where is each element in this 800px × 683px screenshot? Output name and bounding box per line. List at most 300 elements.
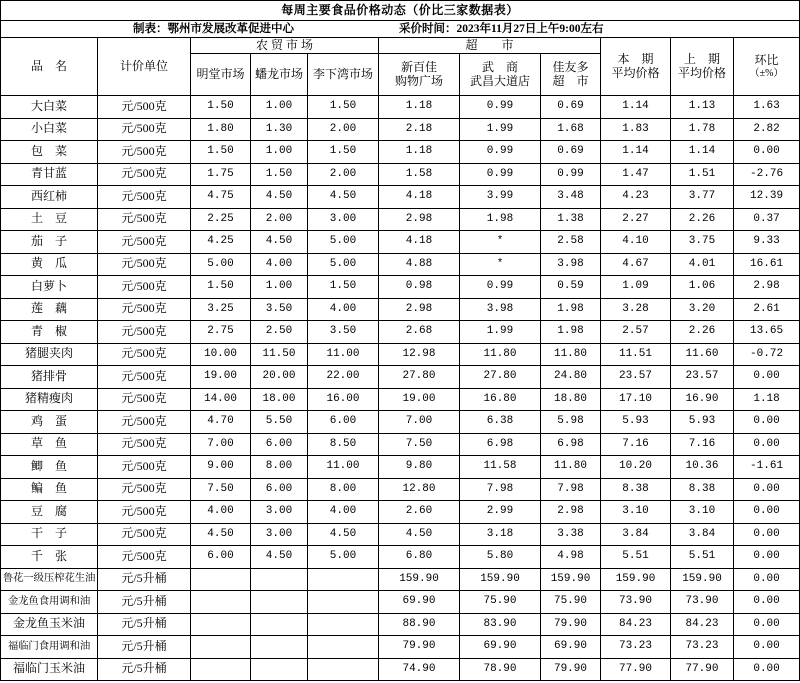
price-lixiawan-cell: 22.00 <box>308 366 379 389</box>
price-xinbaijia-cell: 1.18 <box>379 96 460 119</box>
price-wushang-cell: 1.99 <box>460 118 541 141</box>
price-lixiawan-cell <box>308 658 379 681</box>
price-panlong-cell: 11.50 <box>251 343 308 366</box>
header-previous-average-line2: 平均价格 <box>677 65 726 80</box>
price-jiayouduo-cell: 79.90 <box>541 613 601 636</box>
price-jiayouduo-cell: 79.90 <box>541 658 601 681</box>
price-xinbaijia-cell: 7.50 <box>379 433 460 456</box>
price-xinbaijia-cell: 4.18 <box>379 186 460 209</box>
table-row <box>1 456 800 479</box>
price-wushang-cell: 3.18 <box>460 523 541 546</box>
unit-cell: 元/500克 <box>98 276 191 299</box>
price-lixiawan-cell: 3.50 <box>308 321 379 344</box>
price-panlong-cell: 6.00 <box>251 433 308 456</box>
unit-cell: 元/500克 <box>98 433 191 456</box>
price-jiayouduo-cell: 0.59 <box>541 276 601 299</box>
previous-average-cell: 5.51 <box>671 546 734 569</box>
unit-cell: 元/5升桶 <box>98 591 191 614</box>
table-row <box>1 208 800 231</box>
price-mingtang-cell: 14.00 <box>191 388 251 411</box>
price-panlong-cell: 2.50 <box>251 321 308 344</box>
price-panlong-cell: 1.00 <box>251 276 308 299</box>
product-name-cell: 鳊 鱼 <box>1 478 98 501</box>
price-jiayouduo-cell: 4.98 <box>541 546 601 569</box>
unit-cell: 元/500克 <box>98 208 191 231</box>
price-lixiawan-cell: 5.00 <box>308 253 379 276</box>
previous-average-cell: 3.10 <box>671 501 734 524</box>
price-wushang-cell: 6.38 <box>460 411 541 434</box>
price-lixiawan-cell <box>308 568 379 591</box>
price-wushang-cell: 11.58 <box>460 456 541 479</box>
price-jiayouduo-cell: 69.90 <box>541 636 601 659</box>
price-wushang-cell: 16.80 <box>460 388 541 411</box>
price-mingtang-cell: 2.75 <box>191 321 251 344</box>
unit-cell: 元/500克 <box>98 478 191 501</box>
table-row <box>1 163 800 186</box>
product-name-cell: 鸡 蛋 <box>1 411 98 434</box>
price-lixiawan-cell: 5.00 <box>308 546 379 569</box>
product-name-cell: 猪精瘦肉 <box>1 388 98 411</box>
product-name-cell: 黄 瓜 <box>1 253 98 276</box>
price-mingtang-cell: 19.00 <box>191 366 251 389</box>
change-percent-cell: 9.33 <box>734 231 800 254</box>
table-row <box>1 141 800 164</box>
price-lixiawan-cell: 4.00 <box>308 298 379 321</box>
price-wushang-cell: 7.98 <box>460 478 541 501</box>
price-lixiawan-cell <box>308 613 379 636</box>
table-row <box>1 321 800 344</box>
price-mingtang-cell: 7.00 <box>191 433 251 456</box>
price-xinbaijia-cell: 69.90 <box>379 591 460 614</box>
product-name-cell: 猪腿夹肉 <box>1 343 98 366</box>
price-mingtang-cell: 10.00 <box>191 343 251 366</box>
price-xinbaijia-cell: 2.98 <box>379 208 460 231</box>
price-jiayouduo-cell: 18.80 <box>541 388 601 411</box>
unit-cell: 元/500克 <box>98 366 191 389</box>
product-name-cell: 大白菜 <box>1 96 98 119</box>
unit-cell: 元/500克 <box>98 411 191 434</box>
previous-average-cell: 3.75 <box>671 231 734 254</box>
collection-time-label: 采价时间：2023年11月27日上午9:00左右 <box>399 23 604 35</box>
previous-average-cell: 3.84 <box>671 523 734 546</box>
product-name-cell: 草 鱼 <box>1 433 98 456</box>
price-mingtang-cell: 4.25 <box>191 231 251 254</box>
header-wushang-supermarket <box>460 54 541 96</box>
price-xinbaijia-cell: 2.18 <box>379 118 460 141</box>
change-percent-cell: 0.00 <box>734 568 800 591</box>
price-mingtang-cell: 9.00 <box>191 456 251 479</box>
price-xinbaijia-cell: 1.58 <box>379 163 460 186</box>
product-name-cell: 金龙鱼食用调和油 <box>1 591 98 614</box>
current-average-cell: 3.10 <box>601 501 671 524</box>
price-mingtang-cell: 3.25 <box>191 298 251 321</box>
table-row <box>1 118 800 141</box>
price-lixiawan-cell: 6.00 <box>308 411 379 434</box>
price-wushang-cell: 0.99 <box>460 163 541 186</box>
table-row <box>1 253 800 276</box>
price-xinbaijia-cell: 2.98 <box>379 298 460 321</box>
header-change-line2: （±%） <box>749 67 784 79</box>
change-percent-cell: 0.00 <box>734 546 800 569</box>
price-jiayouduo-cell: 159.90 <box>541 568 601 591</box>
current-average-cell: 23.57 <box>601 366 671 389</box>
price-wushang-cell: 0.99 <box>460 96 541 119</box>
price-wushang-cell: * <box>460 231 541 254</box>
price-mingtang-cell: 4.50 <box>191 523 251 546</box>
header-current-average-line1: 本 期 <box>617 51 654 66</box>
change-percent-cell: -1.61 <box>734 456 800 479</box>
header-xinbaijia-supermarket <box>379 54 460 96</box>
price-jiayouduo-cell: 2.98 <box>541 501 601 524</box>
price-mingtang-cell: 1.80 <box>191 118 251 141</box>
price-jiayouduo-cell: 0.69 <box>541 96 601 119</box>
unit-cell: 元/5升桶 <box>98 568 191 591</box>
price-mingtang-cell: 2.25 <box>191 208 251 231</box>
price-wushang-cell: 0.99 <box>460 141 541 164</box>
price-xinbaijia-cell: 2.60 <box>379 501 460 524</box>
current-average-cell: 4.10 <box>601 231 671 254</box>
price-mingtang-cell <box>191 658 251 681</box>
product-name-cell: 福临门食用调和油 <box>1 636 98 659</box>
price-mingtang-cell: 1.50 <box>191 96 251 119</box>
unit-cell: 元/5升桶 <box>98 613 191 636</box>
price-lixiawan-cell: 11.00 <box>308 343 379 366</box>
header-change <box>734 38 800 96</box>
change-percent-cell: 1.63 <box>734 96 800 119</box>
previous-average-cell: 4.01 <box>671 253 734 276</box>
change-percent-cell: 0.00 <box>734 613 800 636</box>
price-xinbaijia-cell: 88.90 <box>379 613 460 636</box>
price-jiayouduo-cell: 1.98 <box>541 298 601 321</box>
price-lixiawan-cell: 8.00 <box>308 478 379 501</box>
meta-row <box>1 21 800 38</box>
previous-average-cell: 73.23 <box>671 636 734 659</box>
price-lixiawan-cell: 1.50 <box>308 276 379 299</box>
price-lixiawan-cell: 16.00 <box>308 388 379 411</box>
price-lixiawan-cell: 8.50 <box>308 433 379 456</box>
header-farmers-market-group: 农 贸 市 场 <box>191 38 379 54</box>
price-mingtang-cell: 6.00 <box>191 546 251 569</box>
price-wushang-cell: 6.98 <box>460 433 541 456</box>
table-row <box>1 433 800 456</box>
table-row <box>1 343 800 366</box>
current-average-cell: 3.28 <box>601 298 671 321</box>
price-wushang-cell: 2.99 <box>460 501 541 524</box>
product-name-cell: 西红柿 <box>1 186 98 209</box>
price-panlong-cell <box>251 636 308 659</box>
price-wushang-cell: 1.98 <box>460 208 541 231</box>
price-panlong-cell: 4.50 <box>251 231 308 254</box>
price-jiayouduo-cell: 0.69 <box>541 141 601 164</box>
previous-average-cell: 77.90 <box>671 658 734 681</box>
price-mingtang-cell: 1.50 <box>191 141 251 164</box>
previous-average-cell: 159.90 <box>671 568 734 591</box>
change-percent-cell: 0.00 <box>734 366 800 389</box>
header-previous-average <box>671 38 734 96</box>
current-average-cell: 17.10 <box>601 388 671 411</box>
header-wushang-line1: 武 商 <box>481 59 518 74</box>
header-current-average-line2: 平均价格 <box>611 65 660 80</box>
change-percent-cell: 0.00 <box>734 636 800 659</box>
current-average-cell: 8.38 <box>601 478 671 501</box>
previous-average-cell: 3.20 <box>671 298 734 321</box>
change-percent-cell: -2.76 <box>734 163 800 186</box>
price-jiayouduo-cell: 2.58 <box>541 231 601 254</box>
price-panlong-cell: 3.50 <box>251 298 308 321</box>
current-average-cell: 5.93 <box>601 411 671 434</box>
unit-cell: 元/500克 <box>98 96 191 119</box>
price-jiayouduo-cell: 24.80 <box>541 366 601 389</box>
price-panlong-cell: 1.30 <box>251 118 308 141</box>
header-row-top <box>1 38 800 54</box>
header-unit: 计价单位 <box>98 38 191 96</box>
current-average-cell: 4.23 <box>601 186 671 209</box>
price-wushang-cell: 0.99 <box>460 276 541 299</box>
product-name-cell: 鲁花一级压榨花生油 <box>1 568 98 591</box>
price-xinbaijia-cell: 4.50 <box>379 523 460 546</box>
change-percent-cell: 0.00 <box>734 523 800 546</box>
product-name-cell: 包 菜 <box>1 141 98 164</box>
change-percent-cell: 0.00 <box>734 411 800 434</box>
previous-average-cell: 11.60 <box>671 343 734 366</box>
current-average-cell: 77.90 <box>601 658 671 681</box>
product-name-cell: 土 豆 <box>1 208 98 231</box>
header-lixiawan-market: 李下湾市场 <box>308 54 379 96</box>
price-lixiawan-cell: 1.50 <box>308 141 379 164</box>
price-jiayouduo-cell: 11.80 <box>541 343 601 366</box>
price-xinbaijia-cell: 6.80 <box>379 546 460 569</box>
unit-cell: 元/500克 <box>98 321 191 344</box>
unit-cell: 元/500克 <box>98 163 191 186</box>
price-wushang-cell: 27.80 <box>460 366 541 389</box>
previous-average-cell: 7.16 <box>671 433 734 456</box>
price-lixiawan-cell: 4.50 <box>308 186 379 209</box>
price-xinbaijia-cell: 12.98 <box>379 343 460 366</box>
table-row <box>1 501 800 524</box>
price-wushang-cell: 3.98 <box>460 298 541 321</box>
unit-cell: 元/500克 <box>98 501 191 524</box>
unit-cell: 元/500克 <box>98 298 191 321</box>
header-product-name: 品 名 <box>1 38 98 96</box>
header-mingtang-market: 明堂市场 <box>191 54 251 96</box>
price-mingtang-cell: 7.50 <box>191 478 251 501</box>
maker-label: 制表：鄂州市发展改革促进中心 <box>133 23 294 35</box>
previous-average-cell: 1.06 <box>671 276 734 299</box>
current-average-cell: 2.27 <box>601 208 671 231</box>
current-average-cell: 3.84 <box>601 523 671 546</box>
price-lixiawan-cell <box>308 591 379 614</box>
product-name-cell: 青 椒 <box>1 321 98 344</box>
change-percent-cell: 0.00 <box>734 478 800 501</box>
price-mingtang-cell <box>191 568 251 591</box>
previous-average-cell: 10.36 <box>671 456 734 479</box>
price-panlong-cell: 3.00 <box>251 523 308 546</box>
unit-cell: 元/500克 <box>98 546 191 569</box>
previous-average-cell: 16.90 <box>671 388 734 411</box>
previous-average-cell: 73.90 <box>671 591 734 614</box>
header-previous-average-line1: 上 期 <box>683 51 720 66</box>
price-panlong-cell: 1.00 <box>251 141 308 164</box>
previous-average-cell: 84.23 <box>671 613 734 636</box>
price-xinbaijia-cell: 74.90 <box>379 658 460 681</box>
price-panlong-cell: 8.00 <box>251 456 308 479</box>
unit-cell: 元/500克 <box>98 343 191 366</box>
price-wushang-cell: 11.80 <box>460 343 541 366</box>
previous-average-cell: 1.78 <box>671 118 734 141</box>
change-percent-cell: 0.37 <box>734 208 800 231</box>
price-jiayouduo-cell: 5.98 <box>541 411 601 434</box>
price-xinbaijia-cell: 4.88 <box>379 253 460 276</box>
product-name-cell: 干 子 <box>1 523 98 546</box>
unit-cell: 元/500克 <box>98 388 191 411</box>
change-percent-cell: 0.00 <box>734 433 800 456</box>
price-xinbaijia-cell: 19.00 <box>379 388 460 411</box>
header-xinbaijia-line1: 新百佳 <box>400 59 437 74</box>
price-wushang-cell: 75.90 <box>460 591 541 614</box>
price-mingtang-cell: 4.75 <box>191 186 251 209</box>
price-table-body <box>1 96 800 681</box>
change-percent-cell: 13.65 <box>734 321 800 344</box>
current-average-cell: 2.57 <box>601 321 671 344</box>
product-name-cell: 金龙鱼玉米油 <box>1 613 98 636</box>
table-row <box>1 613 800 636</box>
price-jiayouduo-cell: 3.48 <box>541 186 601 209</box>
table-row <box>1 276 800 299</box>
price-jiayouduo-cell: 6.98 <box>541 433 601 456</box>
price-xinbaijia-cell: 159.90 <box>379 568 460 591</box>
previous-average-cell: 8.38 <box>671 478 734 501</box>
current-average-cell: 11.51 <box>601 343 671 366</box>
current-average-cell: 10.20 <box>601 456 671 479</box>
price-lixiawan-cell: 11.00 <box>308 456 379 479</box>
price-wushang-cell: 83.90 <box>460 613 541 636</box>
product-name-cell: 鲫 鱼 <box>1 456 98 479</box>
product-name-cell: 豆 腐 <box>1 501 98 524</box>
current-average-cell: 73.90 <box>601 591 671 614</box>
unit-cell: 元/500克 <box>98 456 191 479</box>
current-average-cell: 5.51 <box>601 546 671 569</box>
price-panlong-cell: 1.50 <box>251 163 308 186</box>
price-mingtang-cell: 4.00 <box>191 501 251 524</box>
price-lixiawan-cell <box>308 636 379 659</box>
unit-cell: 元/500克 <box>98 523 191 546</box>
price-lixiawan-cell: 1.50 <box>308 96 379 119</box>
current-average-cell: 1.14 <box>601 96 671 119</box>
table-row <box>1 636 800 659</box>
change-percent-cell: 0.00 <box>734 141 800 164</box>
price-panlong-cell: 4.50 <box>251 546 308 569</box>
change-percent-cell: 0.00 <box>734 658 800 681</box>
price-mingtang-cell: 4.70 <box>191 411 251 434</box>
previous-average-cell: 2.26 <box>671 208 734 231</box>
price-jiayouduo-cell: 1.98 <box>541 321 601 344</box>
table-row <box>1 411 800 434</box>
unit-cell: 元/500克 <box>98 141 191 164</box>
price-jiayouduo-cell: 7.98 <box>541 478 601 501</box>
current-average-cell: 1.14 <box>601 141 671 164</box>
current-average-cell: 7.16 <box>601 433 671 456</box>
price-lixiawan-cell: 2.00 <box>308 118 379 141</box>
current-average-cell: 4.67 <box>601 253 671 276</box>
header-jiayouduo-line1: 佳友多 <box>552 59 589 74</box>
price-lixiawan-cell: 2.00 <box>308 163 379 186</box>
header-jiayouduo-supermarket <box>541 54 601 96</box>
table-row <box>1 658 800 681</box>
price-jiayouduo-cell: 11.80 <box>541 456 601 479</box>
unit-cell: 元/500克 <box>98 231 191 254</box>
price-lixiawan-cell: 4.00 <box>308 501 379 524</box>
price-panlong-cell: 2.00 <box>251 208 308 231</box>
product-name-cell: 青甘蓝 <box>1 163 98 186</box>
current-average-cell: 84.23 <box>601 613 671 636</box>
price-panlong-cell: 1.00 <box>251 96 308 119</box>
header-xinbaijia-line2: 购物广场 <box>394 73 443 88</box>
previous-average-cell: 2.26 <box>671 321 734 344</box>
price-panlong-cell <box>251 613 308 636</box>
price-jiayouduo-cell: 1.68 <box>541 118 601 141</box>
table-row <box>1 523 800 546</box>
price-panlong-cell: 3.00 <box>251 501 308 524</box>
price-mingtang-cell <box>191 613 251 636</box>
change-percent-cell: 0.00 <box>734 591 800 614</box>
previous-average-cell: 1.14 <box>671 141 734 164</box>
table-row <box>1 478 800 501</box>
product-name-cell: 千 张 <box>1 546 98 569</box>
price-mingtang-cell <box>191 591 251 614</box>
previous-average-cell: 23.57 <box>671 366 734 389</box>
header-wushang-line2: 武昌大道店 <box>469 73 530 88</box>
price-mingtang-cell: 1.75 <box>191 163 251 186</box>
header-jiayouduo-line2: 超 市 <box>552 73 589 88</box>
price-xinbaijia-cell: 2.68 <box>379 321 460 344</box>
table-row <box>1 568 800 591</box>
change-percent-cell: 1.18 <box>734 388 800 411</box>
sheet-title: 每周主要食品价格动态（价比三家数据表） <box>1 1 800 21</box>
change-percent-cell: 0.00 <box>734 501 800 524</box>
price-panlong-cell <box>251 591 308 614</box>
change-percent-cell: 12.39 <box>734 186 800 209</box>
price-wushang-cell: 1.99 <box>460 321 541 344</box>
table-row <box>1 298 800 321</box>
previous-average-cell: 1.51 <box>671 163 734 186</box>
price-jiayouduo-cell: 3.98 <box>541 253 601 276</box>
product-name-cell: 莲 藕 <box>1 298 98 321</box>
table-row <box>1 186 800 209</box>
previous-average-cell: 1.13 <box>671 96 734 119</box>
current-average-cell: 73.23 <box>601 636 671 659</box>
table-row <box>1 231 800 254</box>
change-percent-cell: 2.98 <box>734 276 800 299</box>
price-panlong-cell: 4.50 <box>251 186 308 209</box>
price-jiayouduo-cell: 1.38 <box>541 208 601 231</box>
unit-cell: 元/500克 <box>98 118 191 141</box>
previous-average-cell: 3.77 <box>671 186 734 209</box>
title-row <box>1 1 800 21</box>
price-lixiawan-cell: 3.00 <box>308 208 379 231</box>
table-row <box>1 546 800 569</box>
product-name-cell: 猪排骨 <box>1 366 98 389</box>
current-average-cell: 159.90 <box>601 568 671 591</box>
price-panlong-cell <box>251 658 308 681</box>
price-xinbaijia-cell: 79.90 <box>379 636 460 659</box>
change-percent-cell: -0.72 <box>734 343 800 366</box>
meta-cell <box>1 21 800 38</box>
price-wushang-cell: 159.90 <box>460 568 541 591</box>
price-mingtang-cell: 5.00 <box>191 253 251 276</box>
price-panlong-cell <box>251 568 308 591</box>
current-average-cell: 1.47 <box>601 163 671 186</box>
price-jiayouduo-cell: 0.99 <box>541 163 601 186</box>
